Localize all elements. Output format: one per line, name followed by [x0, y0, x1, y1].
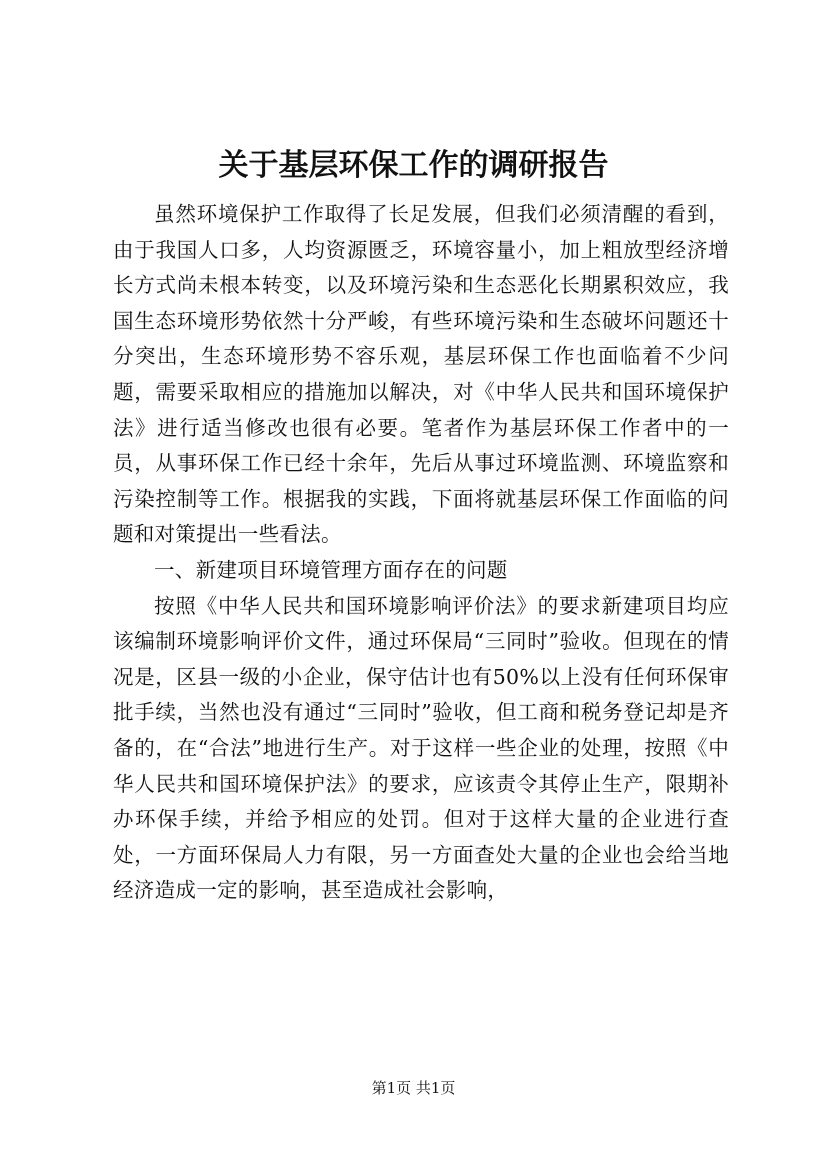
page-footer: 第1页 共1页: [371, 1079, 456, 1097]
document-body: [113, 197, 729, 909]
intro-paragraph: 虽然环境保护工作取得了长足发展，但我们必须清醒的看到，由于我国人口多，人均资源匮乏，环境容量小，加上粗放型经济增长方式尚未根本转变，以及环境污染和生态恶化长期累积效应，我国生态环境形势依然十分严峻，有些环境污染和生态破坏问题还十分突出，生态环境形势不容乐观，基层环保工作也面临着不少问题，需要采取相应的措施加以解决，对《中华人民共和国环境保护法》进行适当修改也很有必要。笔者作为基层环保工作者中的一员，从事环保工作已经十余年，先后从事过环境监测、环境监察和污染控制等工作。根据我的实践，下面将就基层环保工作面临的问题和对策提出一些看法。: [113, 202, 729, 547]
section-heading: 一、新建项目环境管理方面存在的问题: [154, 557, 508, 582]
section-paragraph: 按照《中华人民共和国环境影响评价法》的要求新建项目均应该编制环境影响评价文件，通过环保局“三同时”验收。但现在的情况是，区县一级的小企业，保守估计也有50%以上没有任何环保审批手续，当然也没有通过“三同时”验收，但工商和税务登记却是齐备的，在“合法”地进行生产。对于这样一些企业的处理，按照《中华人民共和国环境保护法》的要求，应该责令其停止生产，限期补办环保手续，并给予相应的处罚。但对于这样大量的企业进行查处，一方面环保局人力有限，另一方面查处大量的企业也会给当地经济造成一定的影响，甚至造成社会影响，: [113, 593, 729, 903]
document-title: 关于基层环保工作的调研报告: [218, 148, 609, 183]
